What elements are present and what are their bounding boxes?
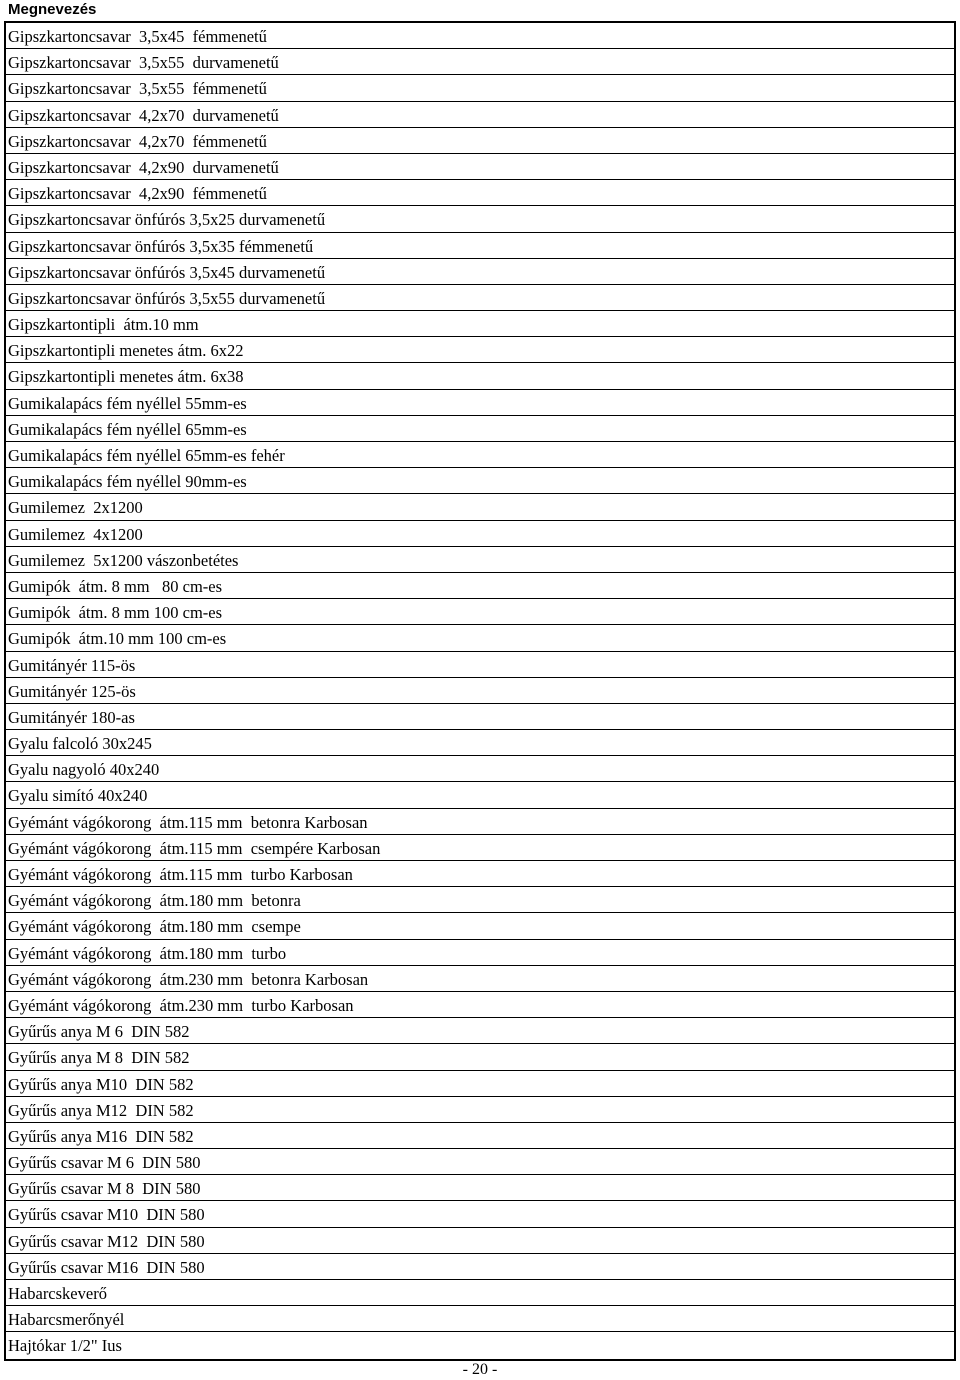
table-row: Gipszkartoncsavar 3,5x45 fémmenetű xyxy=(6,23,954,49)
table-row: Gipszkartontipli átm.10 mm xyxy=(6,311,954,337)
table-row: Gumilemez 4x1200 xyxy=(6,521,954,547)
table-row: Gyűrűs anya M12 DIN 582 xyxy=(6,1097,954,1123)
table-row: Gyémánt vágókorong átm.230 mm turbo Karbosan xyxy=(6,992,954,1018)
table-row: Gipszkartoncsavar 4,2x70 fémmenetű xyxy=(6,128,954,154)
table-row: Gipszkartontipli menetes átm. 6x22 xyxy=(6,337,954,363)
table-row: Gyűrűs anya M 6 DIN 582 xyxy=(6,1018,954,1044)
table-row: Gyémánt vágókorong átm.115 mm turbo Karbosan xyxy=(6,861,954,887)
table-row: Gyémánt vágókorong átm.115 mm csempére Karbosan xyxy=(6,835,954,861)
table-row: Gipszkartoncsavar 3,5x55 fémmenetű xyxy=(6,75,954,101)
table-row: Gyémánt vágókorong átm.180 mm betonra xyxy=(6,887,954,913)
table-row: Gyűrűs csavar M 6 DIN 580 xyxy=(6,1149,954,1175)
table-row: Gumikalapács fém nyéllel 90mm-es xyxy=(6,468,954,494)
table-row: Gipszkartoncsavar önfúrós 3,5x35 fémmenetű xyxy=(6,233,954,259)
table-row: Gyűrűs anya M 8 DIN 582 xyxy=(6,1044,954,1070)
table-row: Gipszkartoncsavar önfúrós 3,5x45 durvamenetű xyxy=(6,259,954,285)
table-row: Gipszkartoncsavar 4,2x90 fémmenetű xyxy=(6,180,954,206)
table-row: Gyémánt vágókorong átm.180 mm csempe xyxy=(6,913,954,939)
table-row: Gumitányér 125-ös xyxy=(6,678,954,704)
table-row: Gyémánt vágókorong átm.115 mm betonra Karbosan xyxy=(6,809,954,835)
table-row: Gipszkartoncsavar önfúrós 3,5x55 durvamenetű xyxy=(6,285,954,311)
table-row: Gumilemez 2x1200 xyxy=(6,494,954,520)
table-row: Gipszkartontipli menetes átm. 6x38 xyxy=(6,363,954,389)
column-header: Megnevezés xyxy=(8,1,97,18)
table-row: Gumitányér 115-ös xyxy=(6,652,954,678)
table-row: Gyalu falcoló 30x245 xyxy=(6,730,954,756)
table-row: Gumikalapács fém nyéllel 55mm-es xyxy=(6,390,954,416)
table-row: Gyűrűs anya M10 DIN 582 xyxy=(6,1071,954,1097)
table-row: Habarcskeverő xyxy=(6,1280,954,1306)
item-table xyxy=(4,21,956,1361)
table-row: Gyalu simító 40x240 xyxy=(6,782,954,808)
table-row: Gipszkartoncsavar 3,5x55 durvamenetű xyxy=(6,49,954,75)
table-row: Hajtókar 1/2" Ius xyxy=(8,1336,122,1356)
table-row: Habarcsmerőnyél xyxy=(6,1306,954,1332)
table-row: Gyűrűs csavar M16 DIN 580 xyxy=(6,1254,954,1280)
table-row: Gumipók átm. 8 mm 100 cm-es xyxy=(6,599,954,625)
page-number: - 20 - xyxy=(462,1361,498,1378)
table-row: Gyűrűs csavar M 8 DIN 580 xyxy=(6,1175,954,1201)
table-row: Gumikalapács fém nyéllel 65mm-es xyxy=(6,416,954,442)
table-row: Gyémánt vágókorong átm.230 mm betonra Karbosan xyxy=(6,966,954,992)
table-row: Gyűrűs csavar M12 DIN 580 xyxy=(6,1228,954,1254)
table-row: Gipszkartoncsavar önfúrós 3,5x25 durvamenetű xyxy=(6,206,954,232)
table-row: Gipszkartoncsavar 4,2x90 durvamenetű xyxy=(6,154,954,180)
table-row: Gyűrűs anya M16 DIN 582 xyxy=(6,1123,954,1149)
table-row: Gumitányér 180-as xyxy=(6,704,954,730)
table-row: Gipszkartoncsavar 4,2x70 durvamenetű xyxy=(6,102,954,128)
table-row: Gyűrűs csavar M10 DIN 580 xyxy=(6,1201,954,1227)
table-row: Gyalu nagyoló 40x240 xyxy=(6,756,954,782)
table-row: Gyémánt vágókorong átm.180 mm turbo xyxy=(6,940,954,966)
table-row: Gumipók átm. 8 mm 80 cm-es xyxy=(6,573,954,599)
table-row: Gumipók átm.10 mm 100 cm-es xyxy=(6,625,954,651)
table-row: Gumikalapács fém nyéllel 65mm-es fehér xyxy=(6,442,954,468)
table-row: Gumilemez 5x1200 vászonbetétes xyxy=(6,547,954,573)
